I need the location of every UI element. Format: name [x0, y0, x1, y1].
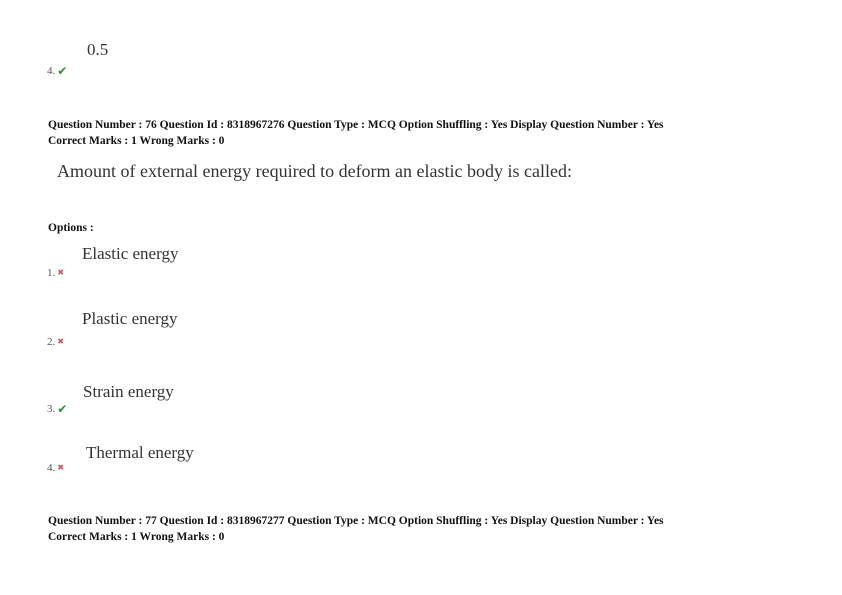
option-2-number [47, 336, 64, 348]
question-text: Amount of external energy required to deform an elastic body is called: [57, 161, 572, 181]
next-question-meta-line1: Question Number : 77 Question Id : 8318967277 Question Type : MCQ Option Shuffling : Yes Display Question Number : Yes [48, 515, 664, 527]
check-icon: ✔ [57, 64, 68, 78]
option-4-text: Thermal energy [86, 443, 194, 462]
question-meta-line2: Correct Marks : 1 Wrong Marks : 0 [48, 135, 225, 147]
cross-icon: ✖ [57, 337, 64, 346]
check-icon: ✔ [57, 402, 68, 416]
question-meta-line1: Question Number : 76 Question Id : 8318967276 Question Type : MCQ Option Shuffling : Yes Display Question Number : Yes [48, 119, 664, 131]
option-4-number [47, 462, 64, 474]
option-1-text: Elastic energy [82, 244, 179, 263]
option-3-number-label: 3. [47, 403, 56, 415]
option-1-number-label: 1. [47, 267, 56, 279]
prev-option-number-label: 4. [47, 65, 56, 77]
next-question-meta [48, 513, 664, 545]
options-label: Options : [48, 222, 94, 234]
prev-option-text: 0.5 [87, 40, 109, 59]
cross-icon: ✖ [57, 268, 64, 277]
option-1-number [47, 267, 64, 279]
question-meta [48, 117, 664, 149]
option-4-number-label: 4. [47, 462, 56, 474]
next-question-meta-line2: Correct Marks : 1 Wrong Marks : 0 [48, 531, 225, 543]
prev-option-number [47, 65, 67, 77]
option-2-text: Plastic energy [82, 309, 178, 328]
option-3-text: Strain energy [83, 382, 174, 401]
option-2-number-label: 2. [47, 336, 56, 348]
option-3-number [47, 403, 67, 415]
cross-icon: ✖ [57, 463, 64, 472]
